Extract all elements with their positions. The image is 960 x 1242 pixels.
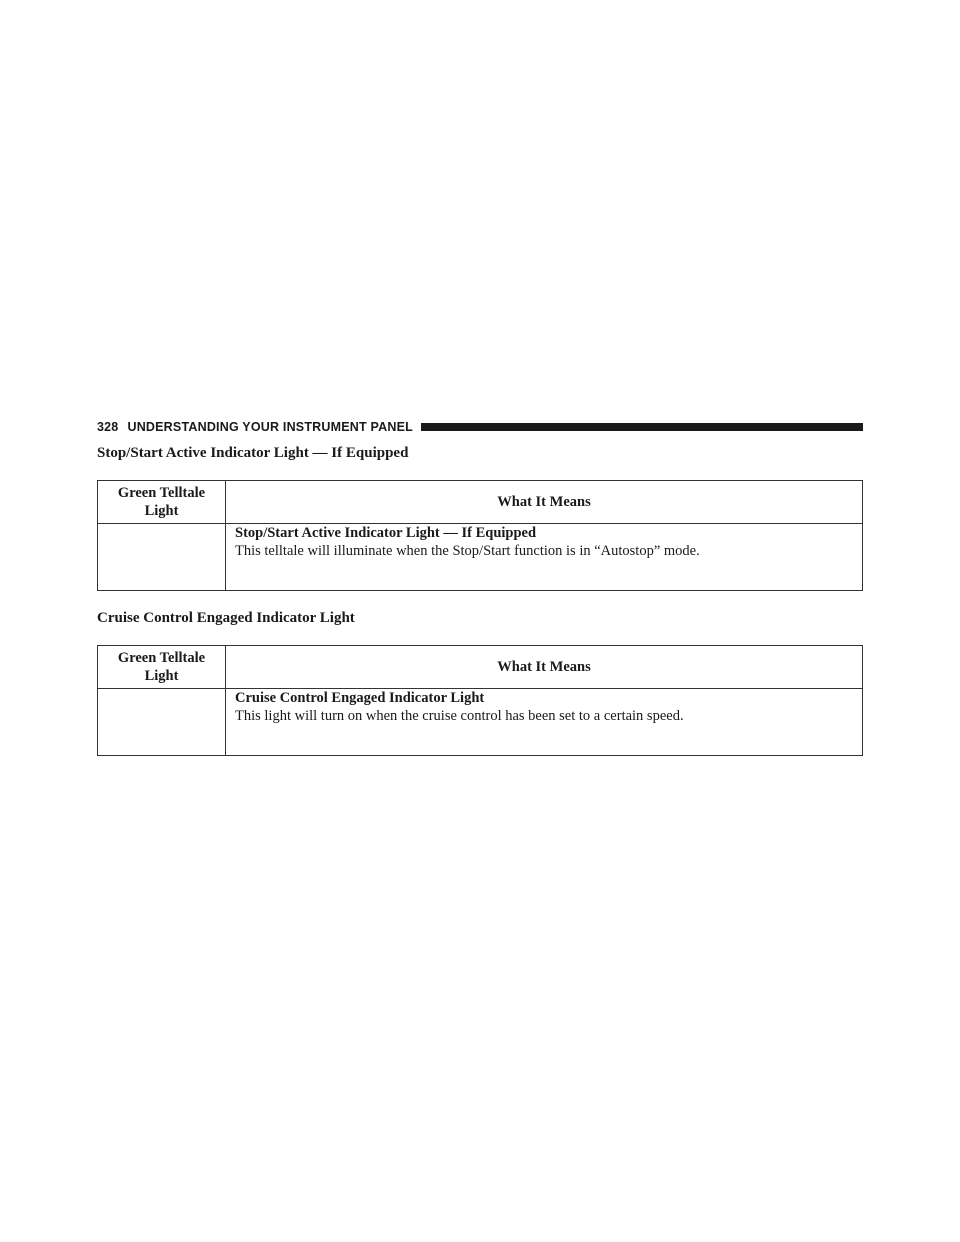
header-light-line2: Light (144, 503, 179, 519)
header-light-line2: Light (144, 668, 179, 684)
telltale-icon-cell (98, 689, 226, 756)
description-cell (226, 524, 863, 591)
page-header (97, 419, 863, 435)
running-section-title: UNDERSTANDING YOUR INSTRUMENT PANEL (127, 420, 413, 434)
row-text: This telltale will illuminate when the Stop/Start function is in “Autostop” mode. (235, 543, 700, 559)
section-heading: Cruise Control Engaged Indicator Light (97, 610, 355, 626)
section-stop-start (97, 444, 863, 559)
telltale-table (97, 645, 863, 756)
section-heading: Stop/Start Active Indicator Light — If Equipped (97, 445, 409, 461)
table-row (98, 689, 863, 756)
section-cruise-control (97, 609, 863, 724)
description-cell (226, 689, 863, 756)
header-what-it-means: What It Means (226, 646, 863, 689)
header-light-line1: Green Telltale (117, 650, 206, 666)
row-title: Stop/Start Active Indicator Light — If Equipped (235, 525, 537, 541)
header-rule (421, 423, 863, 431)
header-green-telltale-light (98, 481, 226, 524)
telltale-table (97, 480, 863, 591)
page-number: 328 (97, 420, 119, 434)
table-header-row (98, 481, 863, 524)
table-row (98, 524, 863, 591)
row-text: This light will turn on when the cruise control has been set to a certain speed. (235, 708, 684, 724)
row-title: Cruise Control Engaged Indicator Light (235, 690, 485, 706)
table-header-row (98, 646, 863, 689)
header-what-it-means: What It Means (226, 481, 863, 524)
header-light-line1: Green Telltale (117, 485, 206, 501)
header-green-telltale-light (98, 646, 226, 689)
telltale-icon-cell (98, 524, 226, 591)
